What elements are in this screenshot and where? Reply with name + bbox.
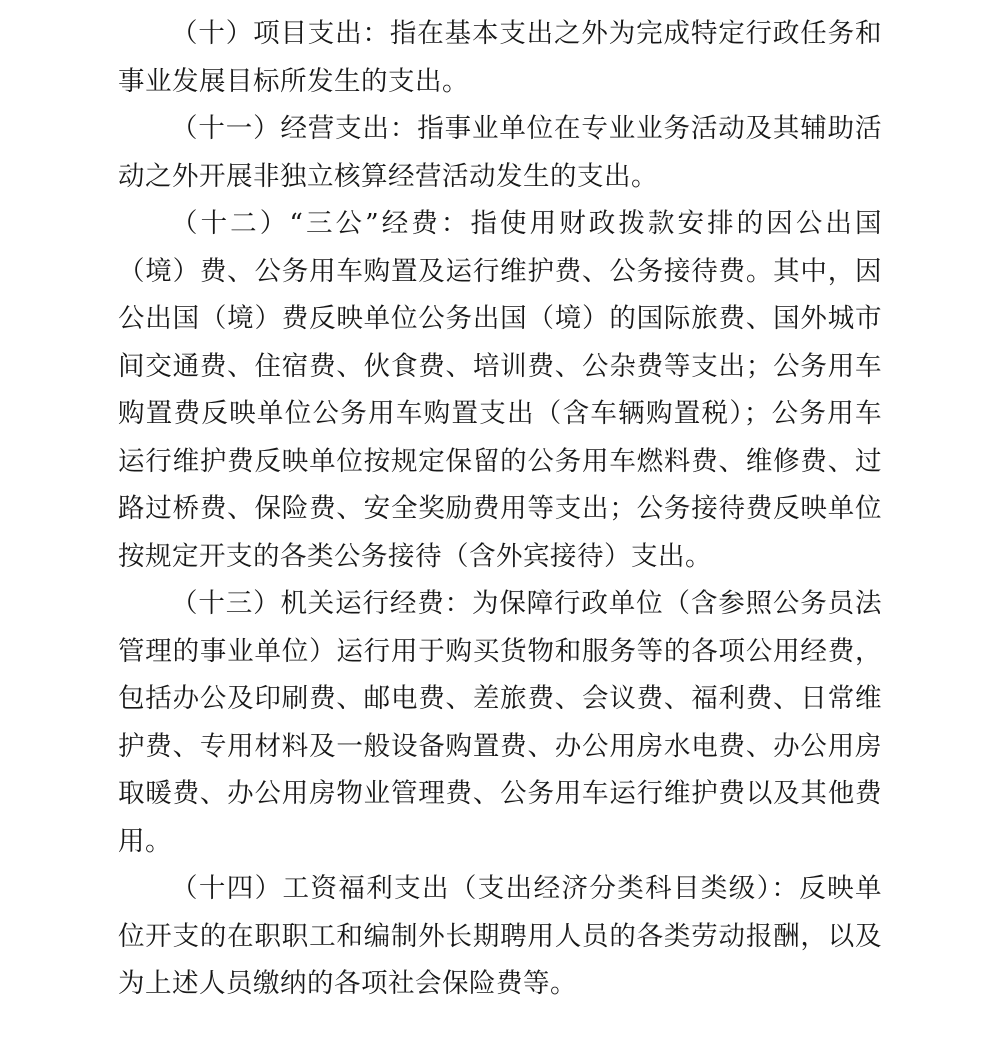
paragraph-item-13: （十三）机关运行经费：为保障行政单位（含参照公务员法管理的事业单位）运行用于购买货物和服务等的各项公用经费，包括办公及印刷费、邮电费、差旅费、会议费、福利费、日常维护费、专用材料及一般设备购置费、办公用房水电费、办公用房取暖费、办公用房物业管理费、公务用车运行维护费以及其他费用。 (118, 588, 882, 857)
paragraph-item-14: （十四）工资福利支出（支出经济分类科目类级）：反映单位开支的在职职工和编制外长期聘用人员的各类劳动报酬，以及为上述人员缴纳的各项社会保险费等。 (118, 873, 882, 999)
paragraph-item-12: （十二）“三公”经费：指使用财政拨款安排的因公出国（境）费、公务用车购置及运行维护费、公务接待费。其中，因公出国（境）费反映单位公务出国（境）的国际旅费、国外城市间交通费、住宿费、伙食费、培训费、公杂费等支出；公务用车购置费反映单位公务用车购置支出（含车辆购置税）；公务用车运行维护费反映单位按规定保留的公务用车燃料费、维修费、过路过桥费、保险费、安全奖励费用等支出；公务接待费反映单位按规定开支的各类公务接待（含外宾接待）支出。 (118, 208, 882, 572)
paragraph-item-10: （十）项目支出：指在基本支出之外为完成特定行政任务和事业发展目标所发生的支出。 (118, 18, 882, 97)
paragraph-item-11: （十一）经营支出：指事业单位在专业业务活动及其辅助活动之外开展非独立核算经营活动发生的支出。 (118, 113, 882, 192)
